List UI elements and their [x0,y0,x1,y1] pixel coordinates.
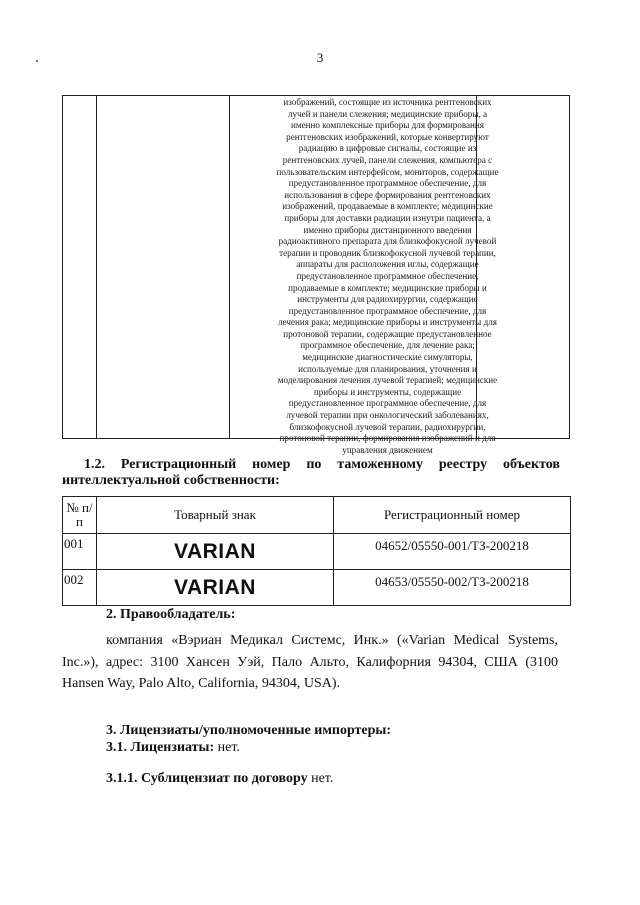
licensees-line [106,737,240,758]
scan-speck [36,60,38,62]
section-1-2-heading-line1: 1.2. Регистрационный номер по таможенному реестру объектов [84,457,560,472]
row-trademark: VARIAN [97,534,334,570]
licensees-label: 3.1. Лицензиаты: [106,740,215,755]
description-line: изображений, продаваемые в комплекте; медицинские [282,201,493,212]
description-line: приборы и инструменты, содержащие [313,386,462,397]
description-line: управления движением [342,444,433,455]
goods-description-table [62,95,570,455]
sublicensee-line [106,768,333,789]
table-column-divider [229,96,230,438]
table-row [63,570,571,606]
description-line: предустановленное программное обеспечение, [296,270,479,281]
row-reg-number: 04652/05550-001/ТЗ-200218 [334,534,571,570]
description-line: продаваемые в комплекте; медицинские приборы и [288,282,487,293]
goods-description-text [231,97,544,456]
description-line: лечения рака; медицинские приборы и инструменты для [278,317,497,328]
section-3-heading: 3. Лицензиаты/уполномоченные импортеры: [106,723,392,738]
right-holder-text: компания «Вэриан Медикал Системс, Инк.» («Varian Medical Systems, Inc.»), адрес: 3100 Хансен Уэй, Пало Альто, Калифорния 94304, США (3100 Hansen Way, Palo Alto, California, 94304, USA). [62,633,558,691]
description-line: используемые для планирования, уточнения и [298,363,477,374]
description-line: предустановленное программное обеспечение, для [288,178,487,189]
table-column-divider [96,96,97,438]
table-row [63,534,571,570]
description-line: пользовательским интерфейсом, мониторов, содержащие [276,166,499,177]
section-2-heading: 2. Правообладатель: [106,607,236,622]
description-line: лучей и панели слежения; медицинские приборы, а [287,108,488,119]
description-line: предустановленное программное обеспечение, для [288,398,487,409]
description-line: именно приборы дистанционного введения [303,224,472,235]
description-line: программное обеспечение, для лечение рака; [300,340,475,351]
description-line: рентгеновских изображений, которые конвертируют [286,131,489,142]
description-line: моделирования лечения лучевой терапией; медицинские [277,375,498,386]
description-line: близкофокусной лучевой терапии, радиохирургии, [289,421,486,432]
row-reg-number: 04653/05550-002/ТЗ-200218 [334,570,571,606]
description-line: лучевой терапии при онкологический заболеваниях, [286,410,489,421]
row-num: 001 [63,534,97,570]
description-line: аппараты для расположения иглы, содержащие [296,259,479,270]
description-line: протоновой терапии, формирования изображений и для [279,433,496,444]
registration-table [62,496,571,606]
row-trademark: VARIAN [97,570,334,606]
description-line: радиоактивного препарата для близкофокусной лучевой [278,236,497,247]
description-line: инструменты для радиохирургии, содержащие [297,294,478,305]
header-reg-number: Регистрационный номер [334,497,571,534]
description-line: медицинские диагностические симуляторы, [302,352,473,363]
description-line: изображений, состоящие из источника рентгеновских [283,97,492,107]
description-line: предустановленное программное обеспечение, для [288,305,487,316]
description-line: рентгеновских лучей, панели слежения, компьютера с [282,154,493,165]
row-num: 002 [63,570,97,606]
description-line: протоновой терапии, содержащие предустановленное [283,328,492,339]
description-line: терапии и проводник близкофокусной лучевой терапии, [279,247,496,258]
page-number: 3 [316,50,324,65]
section-1-2-heading-line2: интеллектуальной собственности: [62,473,280,488]
description-line: приборы для доставки радиации изнутри пациента, а [284,212,491,223]
licensees-value: нет. [214,740,240,755]
header-num: № п/п [63,497,97,534]
sublicensee-value: нет. [307,771,334,786]
description-line: использования в сфере формирования рентгеновских [284,189,491,200]
table-header-row [63,497,571,534]
description-line: именно комплексные приборы для формирования [291,120,484,131]
header-trademark: Товарный знак [97,497,334,534]
description-line: радиацию в цифровые сигналы, состоящие из [298,143,477,154]
sublicensee-label: 3.1.1. Сублицензиат по договору [106,771,308,786]
